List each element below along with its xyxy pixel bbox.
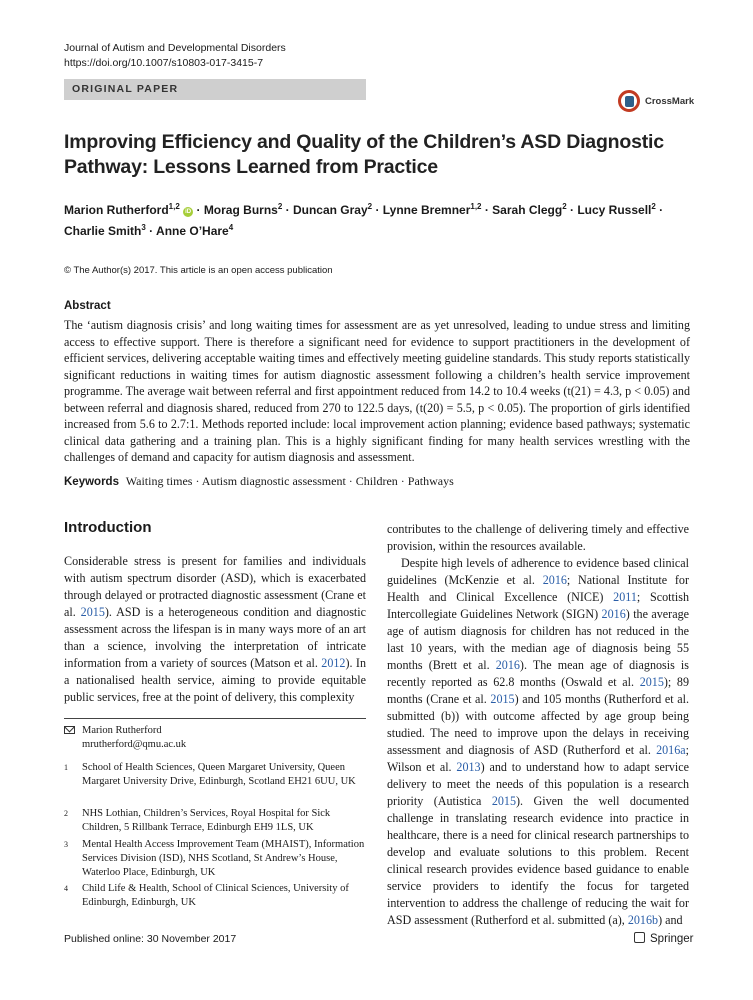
published-date: Published online: 30 November 2017 bbox=[64, 933, 237, 945]
crossmark-icon bbox=[618, 90, 640, 112]
keywords-line bbox=[64, 474, 690, 489]
article-type-label: ORIGINAL PAPER bbox=[72, 83, 179, 95]
keywords-text: Waiting times · Autism diagnostic assessment · Children · Pathways bbox=[125, 474, 454, 488]
doi-link[interactable]: https://doi.org/10.1007/s10803-017-3415-7 bbox=[64, 57, 264, 69]
affiliation-number: 3 bbox=[64, 840, 68, 849]
affiliation-2 bbox=[64, 807, 366, 835]
citation-link[interactable]: 2016 bbox=[542, 573, 567, 587]
author-list: Marion Rutherford$^{1,2}$ iD · Morag Burns$^2$ · Duncan Gray$^2$ · Lynne Bremner$^{1,2}$ · Sarah Clegg$^2$ · Lucy Russell$^2$ · Charlie Smith$^3$ · Anne O’Hare$^4$ bbox=[64, 202, 664, 238]
citation-link[interactable]: 2015 bbox=[491, 794, 516, 808]
affiliation-number: 4 bbox=[64, 884, 68, 893]
citation-link[interactable]: 2015 bbox=[639, 675, 664, 689]
footnote-divider bbox=[64, 718, 366, 719]
author-affiliation-sup: 4 bbox=[228, 223, 234, 232]
author-name[interactable]: Lynne Bremner bbox=[382, 203, 471, 217]
affiliation-4 bbox=[64, 882, 366, 910]
affiliation-3 bbox=[64, 838, 366, 880]
orcid-icon[interactable]: iD bbox=[185, 209, 192, 215]
journal-name: Journal of Autism and Developmental Disorders bbox=[64, 42, 286, 54]
paragraph: Despite high levels of adherence to evidence based clinical guidelines (McKenzie et al. 2016; National Institute for Health and Clinical Excellence (NICE) 2011; Scottish Intercollegiate Guidelines Network (SIGN) 2016) the average age of autism diagnosis for children has not reduced in the last 10 years, with the median age of diagnosis being 55 months (Brett et al. 2016). The mean age of diagnosis is recently reported as 62.8 months (Oswald et al. 2015); 89 months (Crane et al. 2015) and 105 months (Rutherford et al. submitted (b)) with outcome affected by age group being studied. The need to improve upon the delays in receiving assessment and diagnosis of ASD (Rutherford et al. 2016a; Wilson et al. 2013) and to understand how to adapt service delivery to meet the needs of this population is a research priority (Autistica 2015). Given the well documented challenge in translating research evidence into practice in healthcare, there is a need for clinical research partnerships to develop and evaluate solutions to this problem. Recent clinical research provides evidence based guidance to enable service providers to identify the focus for targeted intervention to address the challenge of reducing the wait for ASD assessment (Rutherford et al. submitted (a), 2016b) and bbox=[387, 556, 689, 927]
springer-horse-icon bbox=[634, 932, 645, 943]
citation-link[interactable]: 2016b bbox=[627, 913, 659, 927]
keywords-label: Keywords bbox=[64, 476, 119, 488]
citation-link[interactable]: 2013 bbox=[456, 760, 481, 774]
author-affiliation-sup: 1,2 bbox=[168, 202, 180, 211]
citation-link[interactable]: 2016a bbox=[656, 743, 686, 757]
abstract-text: The ‘autism diagnosis crisis’ and long waiting times for assessment are as yet unresolved, leading to undue stress and limiting access to effective support. There is therefore a significant need for evidence to support practitioners in the development of efficient services, delivering acceptable waiting times and effectively meeting guideline standards. This study reports statistically significant reductions in waiting times for autism diagnostic assessment following a children’s health service improvement programme. The average wait between referral and first appointment reduced from 14.2 to 10.4 weeks (t(21) = 4.3, p < 0.05) and between referral and diagnosis shared, reduced from 270 to 122.5 days, (t(20) = 5.5, p < 0.05). The proportion of girls identified increased from 5.6 to 2.7:1. Methods reported include: local improvement action planning; evidence based pathways; systematic clinical data gathering and a training plan. This is a highly significant finding for many health services wrestling with the challenges of demand and capacity for autism diagnosis and assessment. bbox=[64, 318, 690, 464]
paragraph: contributes to the challenge of delivering timely and effective provision, within the resources available. bbox=[387, 522, 689, 553]
affiliation-text: Mental Health Access Improvement Team (MHAIST), Information Services Division (ISD), NHS Scotland, St Andrew’s House, Waterloo Place, Edinburgh, UK bbox=[82, 839, 365, 878]
journal-header bbox=[64, 41, 286, 71]
citation-link[interactable]: 2011 bbox=[613, 590, 637, 604]
citation-link[interactable]: 2016 bbox=[601, 607, 626, 621]
citation-link[interactable]: 2015 bbox=[80, 605, 105, 619]
affiliation-number: 2 bbox=[64, 809, 68, 818]
affiliation-number: 1 bbox=[64, 763, 68, 772]
author-name[interactable]: Morag Burns bbox=[203, 203, 278, 217]
author-affiliation-sup: 2 bbox=[367, 202, 373, 211]
author-name[interactable]: Marion Rutherford bbox=[64, 203, 169, 217]
affiliation-1 bbox=[64, 761, 366, 789]
section-heading-introduction: Introduction bbox=[64, 519, 152, 536]
copyright-notice: © The Author(s) 2017. This article is an open access publication bbox=[64, 265, 333, 276]
envelope-icon bbox=[64, 726, 75, 734]
crossmark-badge[interactable] bbox=[618, 90, 708, 120]
intro-column-right bbox=[387, 521, 689, 929]
publisher-name: Springer bbox=[650, 933, 694, 945]
contact-name: Marion Rutherford bbox=[82, 725, 162, 736]
article-type-banner bbox=[64, 79, 366, 100]
affiliation-text: Child Life & Health, School of Clinical Sciences, University of Edinburgh, Edinburgh, UK bbox=[82, 883, 349, 908]
author-name[interactable]: Charlie Smith bbox=[64, 224, 142, 238]
publisher-logo[interactable] bbox=[634, 932, 693, 945]
intro-column-left bbox=[64, 553, 366, 706]
author-affiliation-sup: 1,2 bbox=[470, 202, 482, 211]
author-affiliation-sup: 2 bbox=[651, 202, 656, 211]
citation-link[interactable]: 2012 bbox=[321, 656, 346, 670]
contact-email[interactable]: mrutherford@qmu.ac.uk bbox=[82, 739, 187, 750]
paragraph: Considerable stress is present for families and individuals with autism spectrum disorder (ASD), which is exacerbated through delayed or protracted diagnostic assessment (Crane et al. 2015). ASD is a heterogeneous condition and diagnostic assessment across the lifespan is in many ways more of an art than a science, involving the interpretation of intricate information from a variety of sources (Matson et al. 2012). In a nationalised health service, aiming to provide equitable public services, free at the point of delivery, this complexity bbox=[64, 554, 366, 704]
citation-link[interactable]: 2016 bbox=[495, 658, 520, 672]
crossmark-label: CrossMark bbox=[645, 96, 695, 107]
affiliation-text: NHS Lothian, Children’s Services, Royal Hospital for Sick Children, 5 Rillbank Terrace, Edinburgh EH9 1LS, UK bbox=[82, 808, 331, 833]
author-affiliation-sup: 2 bbox=[562, 202, 567, 211]
author-name[interactable]: Lucy Russell bbox=[577, 203, 652, 217]
author-name[interactable]: Sarah Clegg bbox=[492, 203, 563, 217]
author-name[interactable]: Anne O’Hare bbox=[156, 224, 229, 238]
author-affiliation-sup: 2 bbox=[277, 202, 283, 211]
article-title: Improving Efficiency and Quality of the Children’s ASD Diagnostic Pathway: Lessons Learned from Practice bbox=[64, 131, 664, 178]
author-affiliation-sup: 3 bbox=[141, 223, 146, 232]
citation-link[interactable]: 2015 bbox=[490, 692, 515, 706]
abstract-heading: Abstract bbox=[64, 300, 111, 312]
author-name[interactable]: Duncan Gray bbox=[292, 203, 368, 217]
affiliation-text: School of Health Sciences, Queen Margaret University, Queen Margaret University Drive, Edinburgh, Scotland EH21 6UU, UK bbox=[82, 762, 356, 787]
corresponding-author bbox=[64, 724, 366, 752]
